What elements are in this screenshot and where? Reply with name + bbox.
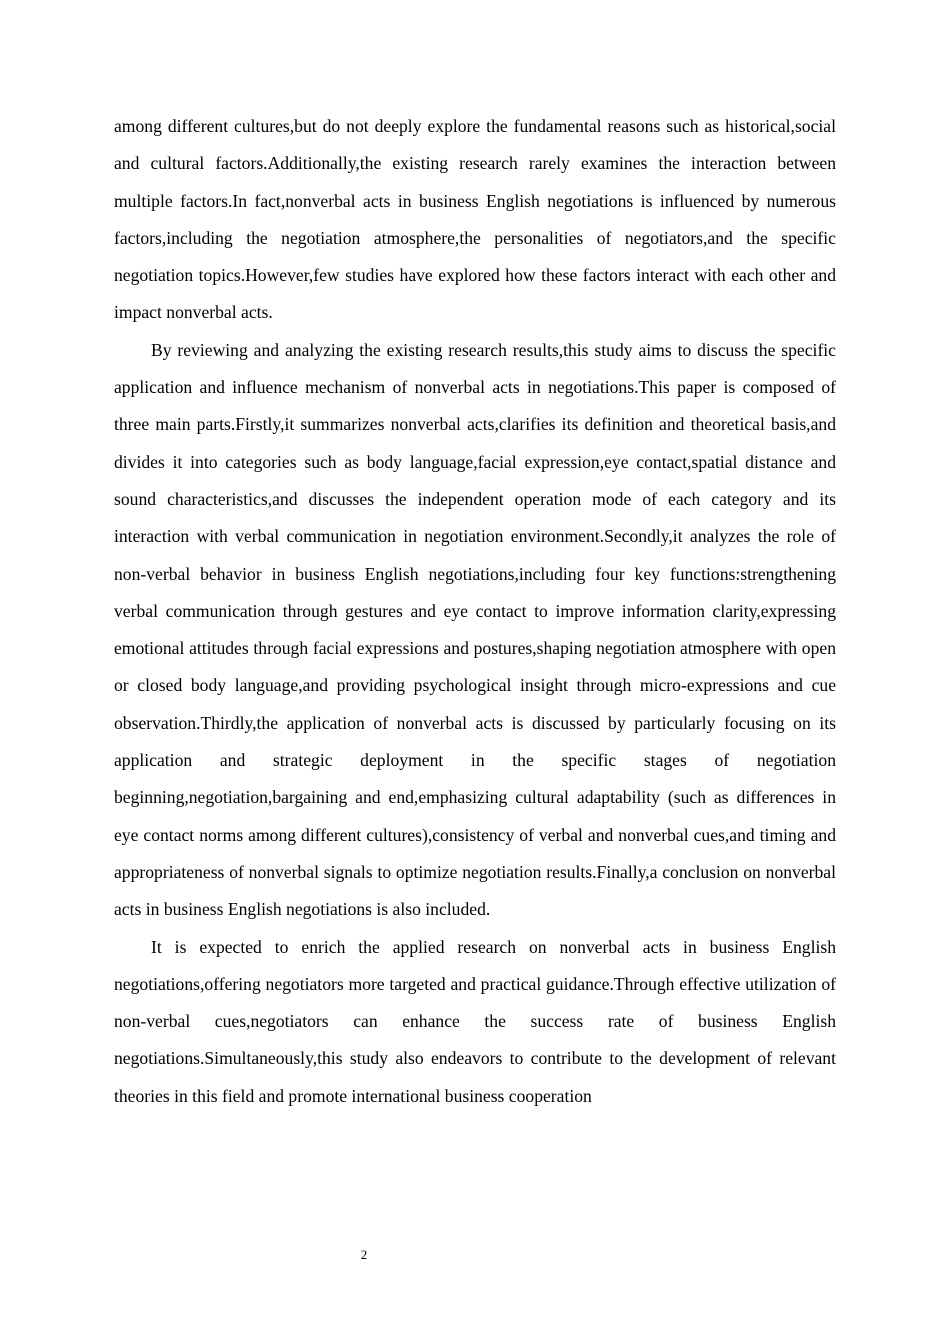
paragraph-continuation: among different cultures,but do not deeply explore the fundamental reasons such as historical,social and cultural factors.Additionally,the existing research rarely examines the interaction between multiple factors.In fact,nonverbal acts in business English negotiations is influenced by numerous factors,including the negotiation atmosphere,the personalities of negotiators,and the specific negotiation topics.However,few studies have explored how these factors interact with each other and impact nonverbal acts.: [114, 116, 836, 323]
paragraph-expected-contribution: It is expected to enrich the applied research on nonverbal acts in business English negotiations,offering negotiators more targeted and practical guidance.Through effective utilization of non-verbal cues,negotiators can enhance the success rate of business English negotiations.Simultaneously,this study also endeavors to contribute to the development of relevant theories in this field and promote international business cooperation: [114, 936, 836, 1106]
body-text: [114, 108, 836, 1115]
paragraph-structure-overview: By reviewing and analyzing the existing research results,this study aims to discuss the specific application and influence mechanism of nonverbal acts in negotiations.This paper is composed of three main parts.Firstly,it summarizes nonverbal acts,clarifies its definition and theoretical basis,and divides it into categories such as body language,facial expression,eye contact,spatial distance and sound characteristics,and discusses the independent operation mode of each category and its interaction with verbal communication in negotiation environment.Secondly,it analyzes the role of non-verbal behavior in business English negotiations,including four key functions:strengthening verbal communication through gestures and eye contact to improve information clarity,expressing emotional attitudes through facial expressions and postures,shaping negotiation atmosphere with open or closed body language,and providing psychological insight through micro-expressions and cue observation.Thirdly,the application of nonverbal acts is discussed by particularly focusing on its application and strategic deployment in the specific stages of negotiation beginning,negotiation,bargaining and end,emphasizing cultural adaptability (such as differences in eye contact norms among different cultures),consistency of verbal and nonverbal cues,and timing and appropriateness of nonverbal signals to optimize negotiation results.Finally,a conclusion on nonverbal acts in business English negotiations is also included.: [114, 339, 836, 920]
page-number: 2: [360, 1247, 368, 1262]
